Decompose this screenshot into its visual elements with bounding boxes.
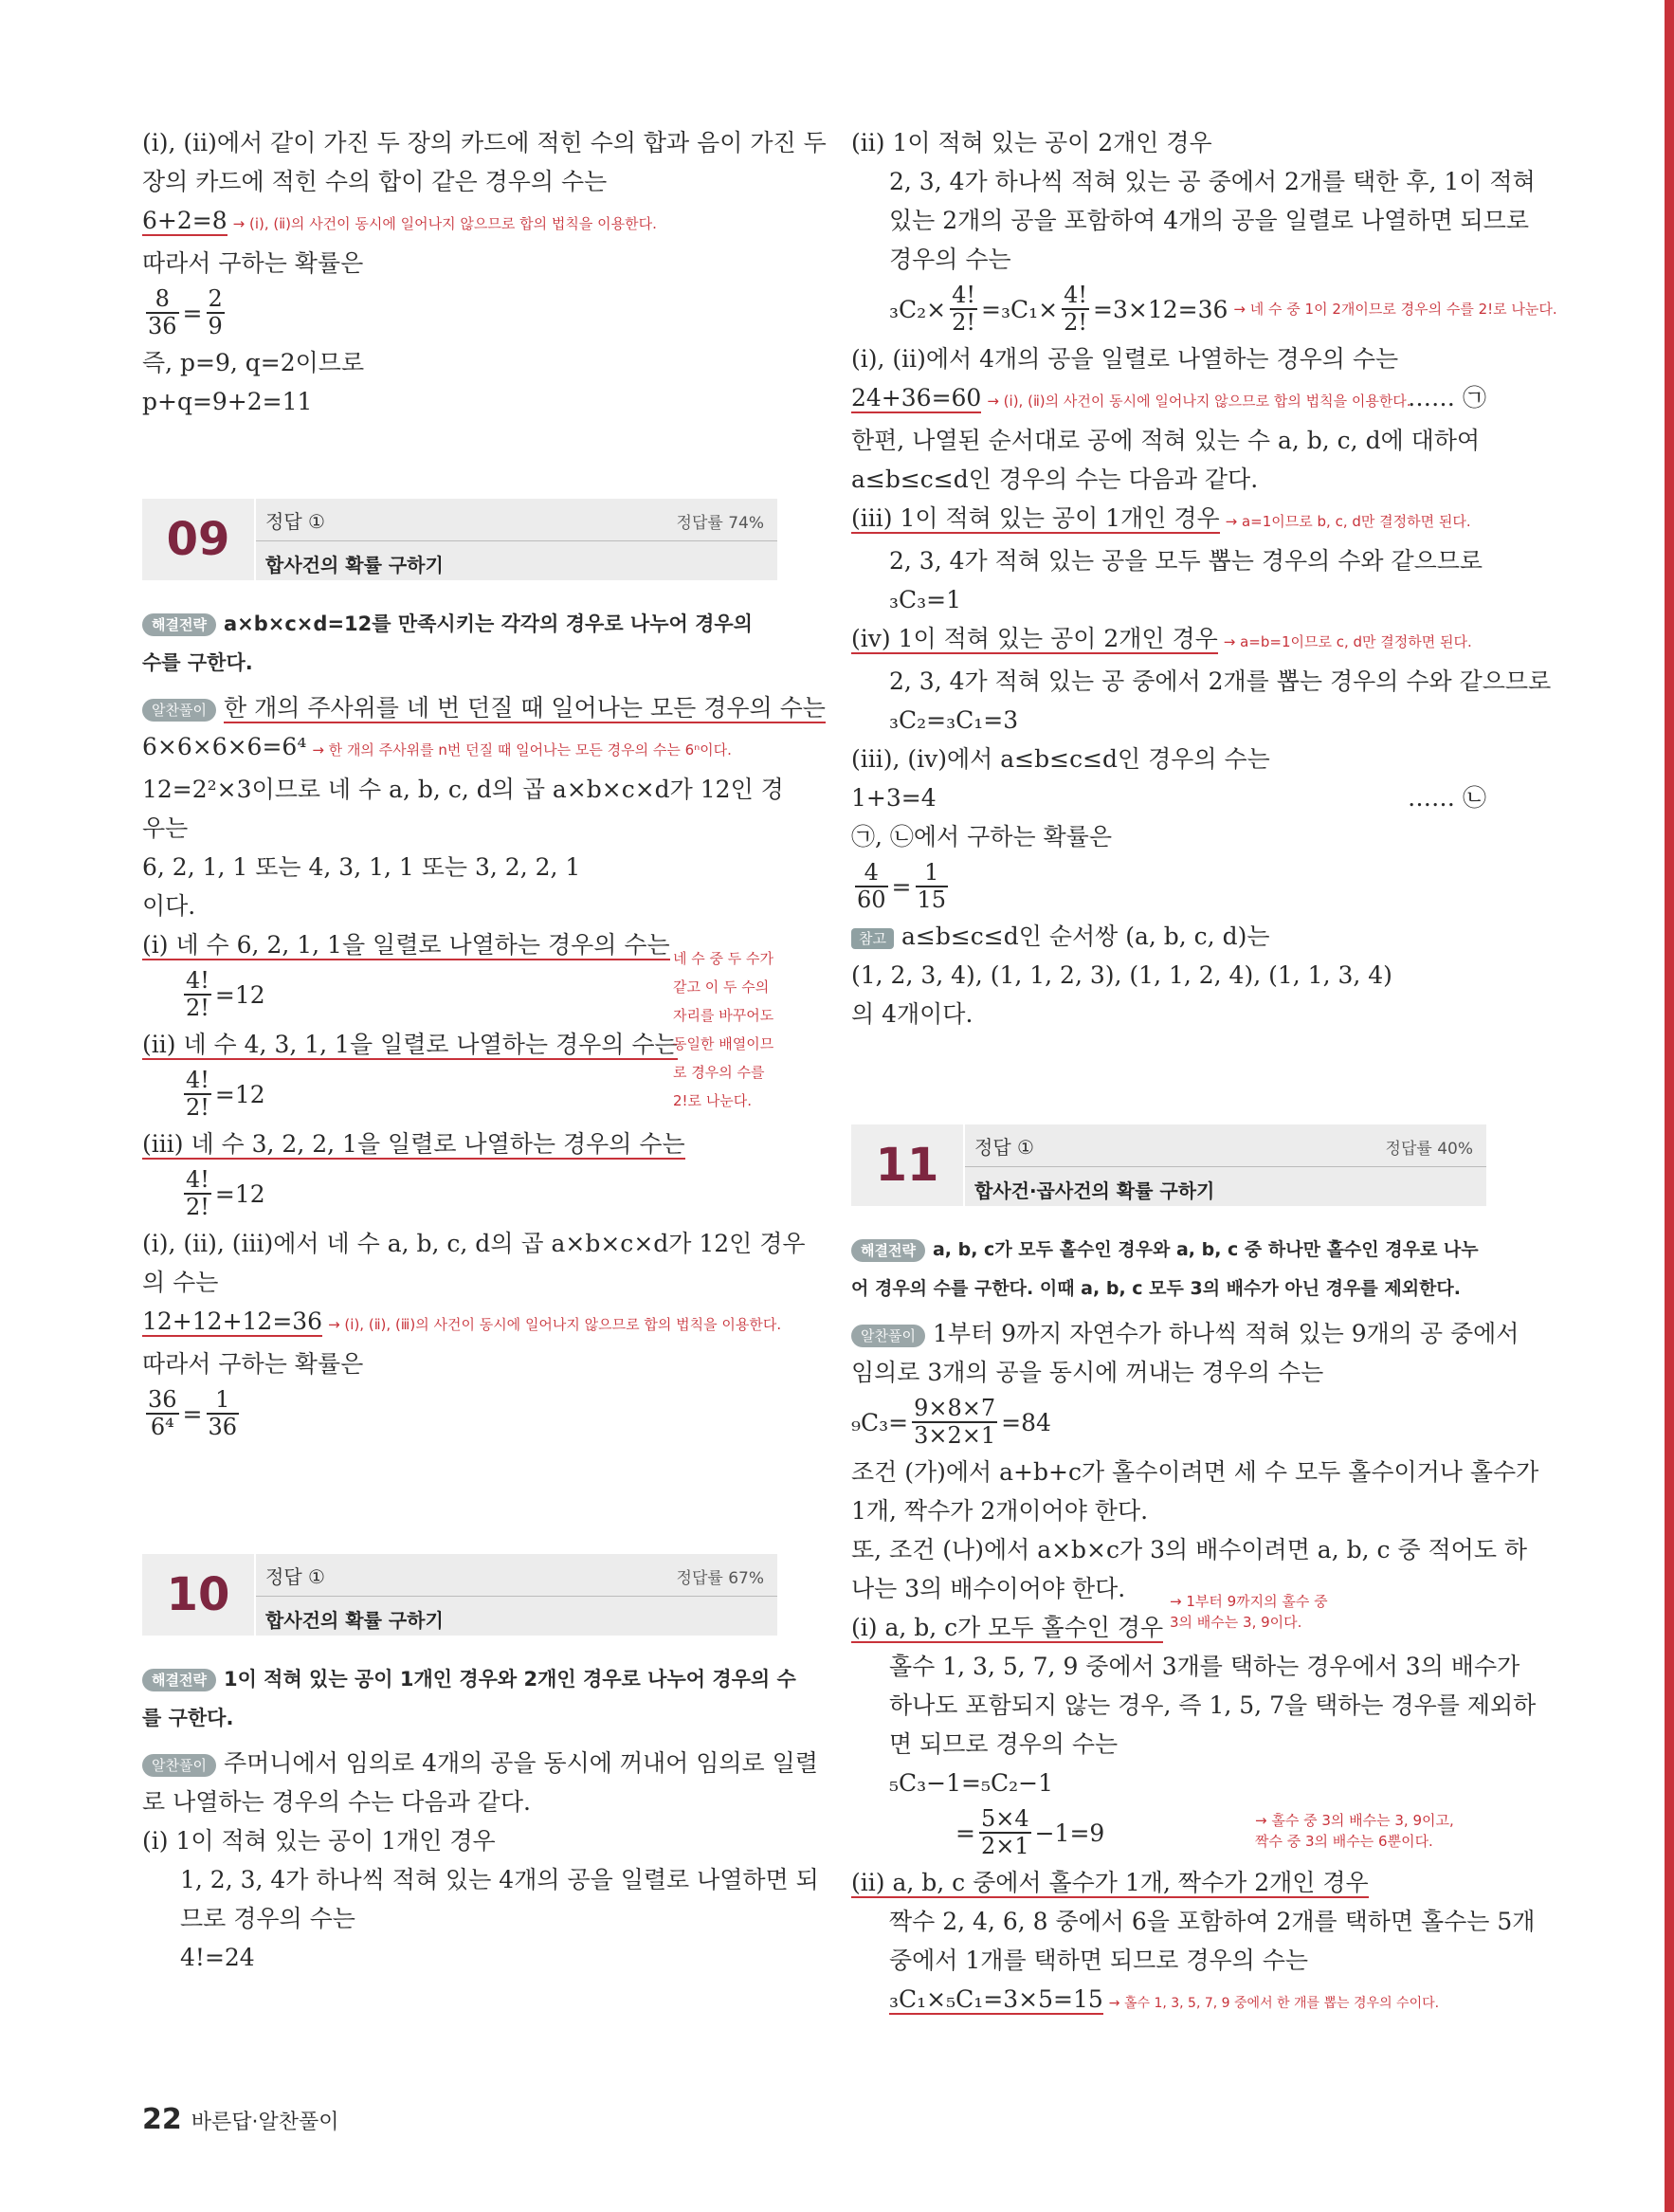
sol-line-2: 로 나열하는 경우의 수는 다음과 같다. <box>142 1788 531 1816</box>
case1-text-2: 하나도 포함되지 않는 경우, 즉 1, 5, 7을 택하는 경우를 제외하 <box>889 1691 1537 1719</box>
pq-sum-line: p+q=9+2=11 <box>142 388 313 415</box>
case1-annotation: → 1부터 9까지의 홀수 중 3의 배수는 3, 9이다. <box>1170 1593 1328 1631</box>
sol-line-3: 12=2²×3이므로 네 수 a, b, c, d의 곱 a×b×c×d가 12인 경 <box>142 776 784 803</box>
sum-annotation: → (ⅰ), (ⅱ)의 사건이 동시에 일어나지 않으므로 합의 법칙을 이용한다. <box>232 215 657 232</box>
problem-number: 10 <box>142 1554 254 1636</box>
sol-line-3: (ⅰ) 1이 적혀 있는 공이 1개인 경우 <box>142 1827 496 1855</box>
strategy-line-2: 수를 구한다. <box>142 651 253 674</box>
solution-tag: 알찬풀이 <box>142 699 216 722</box>
prob-fraction: $\frac{8}{36}$ = $\frac{2}{9}$ <box>148 285 223 339</box>
sol-line-6: 4!=24 <box>180 1944 255 1971</box>
solution-tag: 알찬풀이 <box>142 1754 216 1777</box>
anno-6-4: → 한 개의 주사위를 n번 던질 때 일어나는 모든 경우의 수는 6ⁿ이다. <box>312 741 732 759</box>
sol-line-1: 알찬풀이 주머니에서 임의로 4개의 공을 동시에 꺼내어 임의로 일렬 <box>142 1744 777 1782</box>
problem-number: 09 <box>142 499 254 580</box>
topic-title: 합사건·곱사건의 확률 구하기 <box>974 1179 1215 1202</box>
eq-60-line: 24+36=60 → (ⅰ), (ⅱ)의 사건이 동시에 일어나지 않으므로 합의 법칙을 이용한다. …… ㉠ <box>851 378 1486 421</box>
case3-line-1: 2, 3, 4가 적혀 있는 공을 모두 뽑는 경우의 수와 같으므로 <box>889 547 1483 575</box>
strategy-line-1: 해결전략 a×b×c×d=12를 만족시키는 각각의 경우로 나누어 경우의 <box>142 605 777 644</box>
sol-line-5: 므로 경우의 수는 <box>180 1905 355 1932</box>
frac-den: 9 <box>208 313 223 339</box>
pq-line: 즉, p=9, q=2이므로 <box>142 349 365 376</box>
prob-intro: 따라서 구하는 확률은 <box>142 249 364 277</box>
problem-number: 11 <box>851 1124 963 1206</box>
cases-block <box>142 925 777 1224</box>
mark-1: …… ㉠ <box>1408 384 1486 411</box>
topic-title: 합사건의 확률 구하기 <box>265 554 444 576</box>
sol-line-1: 알찬풀이 1부터 9까지 자연수가 하나씩 적혀 있는 9개의 공 중에서 <box>851 1314 1486 1353</box>
page-footer <box>142 2103 339 2136</box>
case1-text-1: 홀수 1, 3, 5, 7, 9 중에서 3개를 택하는 경우에서 3의 배수가 <box>889 1653 1520 1680</box>
reference-tag: 참고 <box>851 928 894 949</box>
cont-line-4: 경우의 수는 <box>889 246 1011 273</box>
case3-annotation: → a=1이므로 b, c, d만 결정하면 된다. <box>1225 513 1471 530</box>
prob-fraction: $\frac{4}{60}$ = $\frac{1}{15}$ <box>857 859 947 913</box>
case1-text-3: 면 되므로 경우의 수는 <box>889 1730 1119 1758</box>
final-fraction: $\frac{36}{\text{6⁴}}$ = $\frac{1}{36}$ <box>148 1386 238 1440</box>
correct-rate: 정답률 40% <box>1385 1140 1473 1159</box>
strategy-line-1: 해결전략 a, b, c가 모두 홀수인 경우와 a, b, c 중 하나만 홀수인 경우로 나누 <box>851 1231 1486 1270</box>
page-edge-strip <box>1665 0 1674 2212</box>
sol-sum-line-1: (ⅰ), (ⅱ), (ⅲ)에서 네 수 a, b, c, d의 곱 a×b×c×d가 12인 경우 <box>142 1230 806 1257</box>
cond-line-4: 나는 3의 배수이어야 한다. <box>851 1575 1126 1602</box>
problem-10-header <box>142 1554 777 1636</box>
strategy-tag: 해결전략 <box>142 1669 216 1691</box>
case1-text-4: ₅C₃−1=₅C₂−1 <box>889 1769 1053 1797</box>
cond-line-1: 조건 (가)에서 a+b+c가 홀수이려면 세 수 모두 홀수이거나 홀수가 <box>851 1458 1539 1486</box>
case2-text-1: 짝수 2, 4, 6, 8 중에서 6을 포함하여 2개를 택하면 홀수는 5개 <box>889 1908 1536 1935</box>
right-column <box>851 123 1557 2023</box>
strategy-line-1: 해결전략 1이 적혀 있는 공이 1개인 경우와 2개인 경우로 나누어 경우의 수 <box>142 1660 777 1699</box>
case2-line: (ⅱ) a, b, c 중에서 홀수가 1개, 짝수가 2개인 경우 <box>851 1869 1369 1896</box>
strategy-line-2: 어 경우의 수를 구한다. 이때 a, b, c 모두 3의 배수가 아닌 경우를 제외한다. <box>851 1278 1461 1299</box>
sol-line-1: 알찬풀이 한 개의 주사위를 네 번 던질 때 일어나는 모든 경우의 수는 <box>142 688 777 727</box>
frac-num: 8 <box>146 286 179 314</box>
lines-a-2: a≤b≤c≤d인 경우의 수는 다음과 같다. <box>851 466 1259 493</box>
line-60-intro: (ⅰ), (ⅱ)에서 4개의 공을 일렬로 나열하는 경우의 수는 <box>851 345 1399 373</box>
case1-frac-annotation: → 홀수 중 3의 배수는 3, 9이고, 짝수 중 3의 배수는 6뿐이다. <box>1255 1812 1454 1850</box>
case2-annotation: → 홀수 1, 3, 5, 7, 9 중에서 한 개를 뽑는 경우의 수이다. <box>1108 1996 1440 2011</box>
comb-equation: ₃C₂× $\frac{4!}{2!}$ =₃C₁× $\frac{4!}{2!}$ =3×12=36 → 네 수 중 1이 2개이므로 경우의 수를 2!로 나눈다. <box>889 282 1557 336</box>
sol-line-2: 임의로 3개의 공을 동시에 꺼내는 경우의 수는 <box>851 1359 1324 1386</box>
page-number: 22 <box>142 2103 182 2136</box>
mark-2: …… ㉡ <box>1408 784 1486 812</box>
sol-final-intro: 따라서 구하는 확률은 <box>142 1350 364 1378</box>
intro-line-1: (ⅰ), (ⅱ)에서 같이 가진 두 장의 카드에 적힌 수의 합과 음이 가진 두 <box>142 129 827 156</box>
cont-line-3: 있는 2개의 공을 포함하여 4개의 공을 일렬로 나열하면 되므로 <box>889 207 1529 234</box>
case-iii: (ⅲ) 네 수 3, 2, 2, 1을 일렬로 나열하는 경우의 수는 <box>142 1130 685 1158</box>
case2-text-3: ₃C₁×₅C₁=3×5=15 → 홀수 1, 3, 5, 7, 9 중에서 한 개를 뽑는 경우의 수이다. <box>889 1985 1440 2013</box>
case-ii-frac: $\frac{4!}{2!}$ =12 <box>186 1067 265 1121</box>
intro-line-2: 장의 카드에 적힌 수의 합이 같은 경우의 수는 <box>142 168 608 195</box>
cond-line-2: 1개, 짝수가 2개이어야 한다. <box>851 1497 1149 1525</box>
sol-line-6: 이다. <box>142 892 196 920</box>
side-note: 네 수 중 두 수가 같고 이 두 수의 자리를 바꾸어도 동일한 배열이므로 경우의 수를 2!로 나눈다. <box>673 950 774 1109</box>
comb-annotation: → 네 수 중 1이 2개이므로 경우의 수를 2!로 나눈다. <box>1233 300 1557 318</box>
cont-line-1: (ⅱ) 1이 적혀 있는 공이 2개인 경우 <box>851 129 1212 156</box>
solution-tag: 알찬풀이 <box>851 1325 925 1347</box>
answer-label: 정답 ① <box>974 1136 1034 1159</box>
case-iv-line: (ⅳ) 1이 적혀 있는 공이 2개인 경우 → a=b=1이므로 c, d만 결정하면 된다. <box>851 625 1472 652</box>
case1-line: (ⅰ) a, b, c가 모두 홀수인 경우 → 1부터 9까지의 홀수 중 3의 배수는 3, 9이다. <box>851 1593 1328 1641</box>
case-iii-line: (ⅲ) 1이 적혀 있는 공이 1개인 경우 → a=1이므로 b, c, d만 결정하면 된다. <box>851 504 1471 532</box>
answer-label: 정답 ① <box>265 510 325 533</box>
lines-a-1: 한편, 나열된 순서대로 공에 적혀 있는 수 a, b, c, d에 대하여 <box>851 427 1481 454</box>
footer-title: 바른답·알찬풀이 <box>191 2111 339 2134</box>
c93-equation: ₉C₃= $\frac{9\times 8\times 7}{3\times 2\times 1}$ =84 <box>851 1395 1051 1449</box>
frac-num: 2 <box>208 285 223 312</box>
case-ii: (ⅱ) 네 수 4, 3, 1, 1을 일렬로 나열하는 경우의 수는 <box>142 1031 678 1058</box>
case-i-frac: $\frac{4!}{2!}$ =12 <box>186 967 265 1021</box>
strategy-tag: 해결전략 <box>851 1239 925 1262</box>
sol-line-4: 1, 2, 3, 4가 하나씩 적혀 있는 4개의 공을 일렬로 나열하면 되 <box>180 1866 819 1893</box>
case3-line-2: ₃C₃=1 <box>889 586 962 613</box>
strategy-tag: 해결전략 <box>142 613 216 636</box>
cont-line-2: 2, 3, 4가 하나씩 적혀 있는 공 중에서 2개를 택한 후, 1이 적혀 <box>889 168 1536 195</box>
left-column <box>142 123 827 1977</box>
sol-line-5: 6, 2, 1, 1 또는 4, 3, 1, 1 또는 3, 2, 2, 1 <box>142 853 581 881</box>
topic-title: 합사건의 확률 구하기 <box>265 1609 444 1632</box>
case-i: (ⅰ) 네 수 6, 2, 1, 1을 일렬로 나열하는 경우의 수는 <box>142 931 670 959</box>
sol-line-2: 6×6×6×6=6⁴ → 한 개의 주사위를 n번 던질 때 일어나는 모든 경우의 수는 6ⁿ이다. <box>142 733 732 760</box>
frac-den: 36 <box>148 313 177 339</box>
anno-60: → (ⅰ), (ⅱ)의 사건이 동시에 일어나지 않으므로 합의 법칙을 이용한다. <box>987 393 1411 410</box>
case-iii-frac: $\frac{4!}{2!}$ =12 <box>186 1166 265 1220</box>
sum-equation: 6+2=8 <box>142 207 227 234</box>
sol-sum-eq: 12+12+12=36 → (ⅰ), (ⅱ), (ⅲ)의 사건이 동시에 일어나지 않으므로 합의 법칙을 이용한다. <box>142 1307 782 1335</box>
lines-b-1: (ⅲ), (ⅳ)에서 a≤b≤c≤d인 경우의 수는 <box>851 745 1270 773</box>
case4-annotation: → a=b=1이므로 c, d만 결정하면 된다. <box>1223 633 1472 650</box>
correct-rate: 정답률 74% <box>676 514 764 533</box>
problem-11-header <box>851 1124 1486 1206</box>
answer-label: 정답 ① <box>265 1565 325 1588</box>
case4-line-1: 2, 3, 4가 적혀 있는 공 중에서 2개를 뽑는 경우의 수와 같으므로 <box>889 667 1552 695</box>
cond-line-3: 또, 조건 (나)에서 a×b×c가 3의 배수이려면 a, b, c 중 적어도 하 <box>851 1536 1528 1563</box>
case4-line-2: ₃C₂=₃C₁=3 <box>889 706 1019 734</box>
correct-rate: 정답률 67% <box>676 1569 764 1588</box>
sum-line <box>142 201 777 244</box>
sol-sum-line-2: 의 수는 <box>142 1269 219 1296</box>
problem-09-header <box>142 499 777 580</box>
case1-fraction: = $\frac{5\times 4}{2\times 1}$ −1=9 → 홀수 중 3의 배수는 3, 9이고, 짝수 중 3의 배수는 6뿐이다. <box>955 1805 1454 1859</box>
case2-text-2: 중에서 1개를 택하면 되므로 경우의 수는 <box>889 1947 1309 1974</box>
lines-b-2: 1+3=4 …… ㉡ <box>851 778 1486 817</box>
strategy-line-2: 를 구한다. <box>142 1707 234 1729</box>
sol-line-4: 우는 <box>142 814 189 842</box>
prob-intro: ㉠, ㉡에서 구하는 확률은 <box>851 823 1112 850</box>
ref-line-2: (1, 2, 3, 4), (1, 1, 2, 3), (1, 1, 2, 4), (1, 1, 3, 4) <box>851 961 1392 989</box>
ref-line-3: 의 4개이다. <box>851 1000 973 1028</box>
ref-line-1: 참고 a≤b≤c≤d인 순서쌍 (a, b, c, d)는 <box>851 917 1486 956</box>
anno-36: → (ⅰ), (ⅱ), (ⅲ)의 사건이 동시에 일어나지 않으므로 합의 법칙을 이용한다. <box>328 1316 782 1333</box>
